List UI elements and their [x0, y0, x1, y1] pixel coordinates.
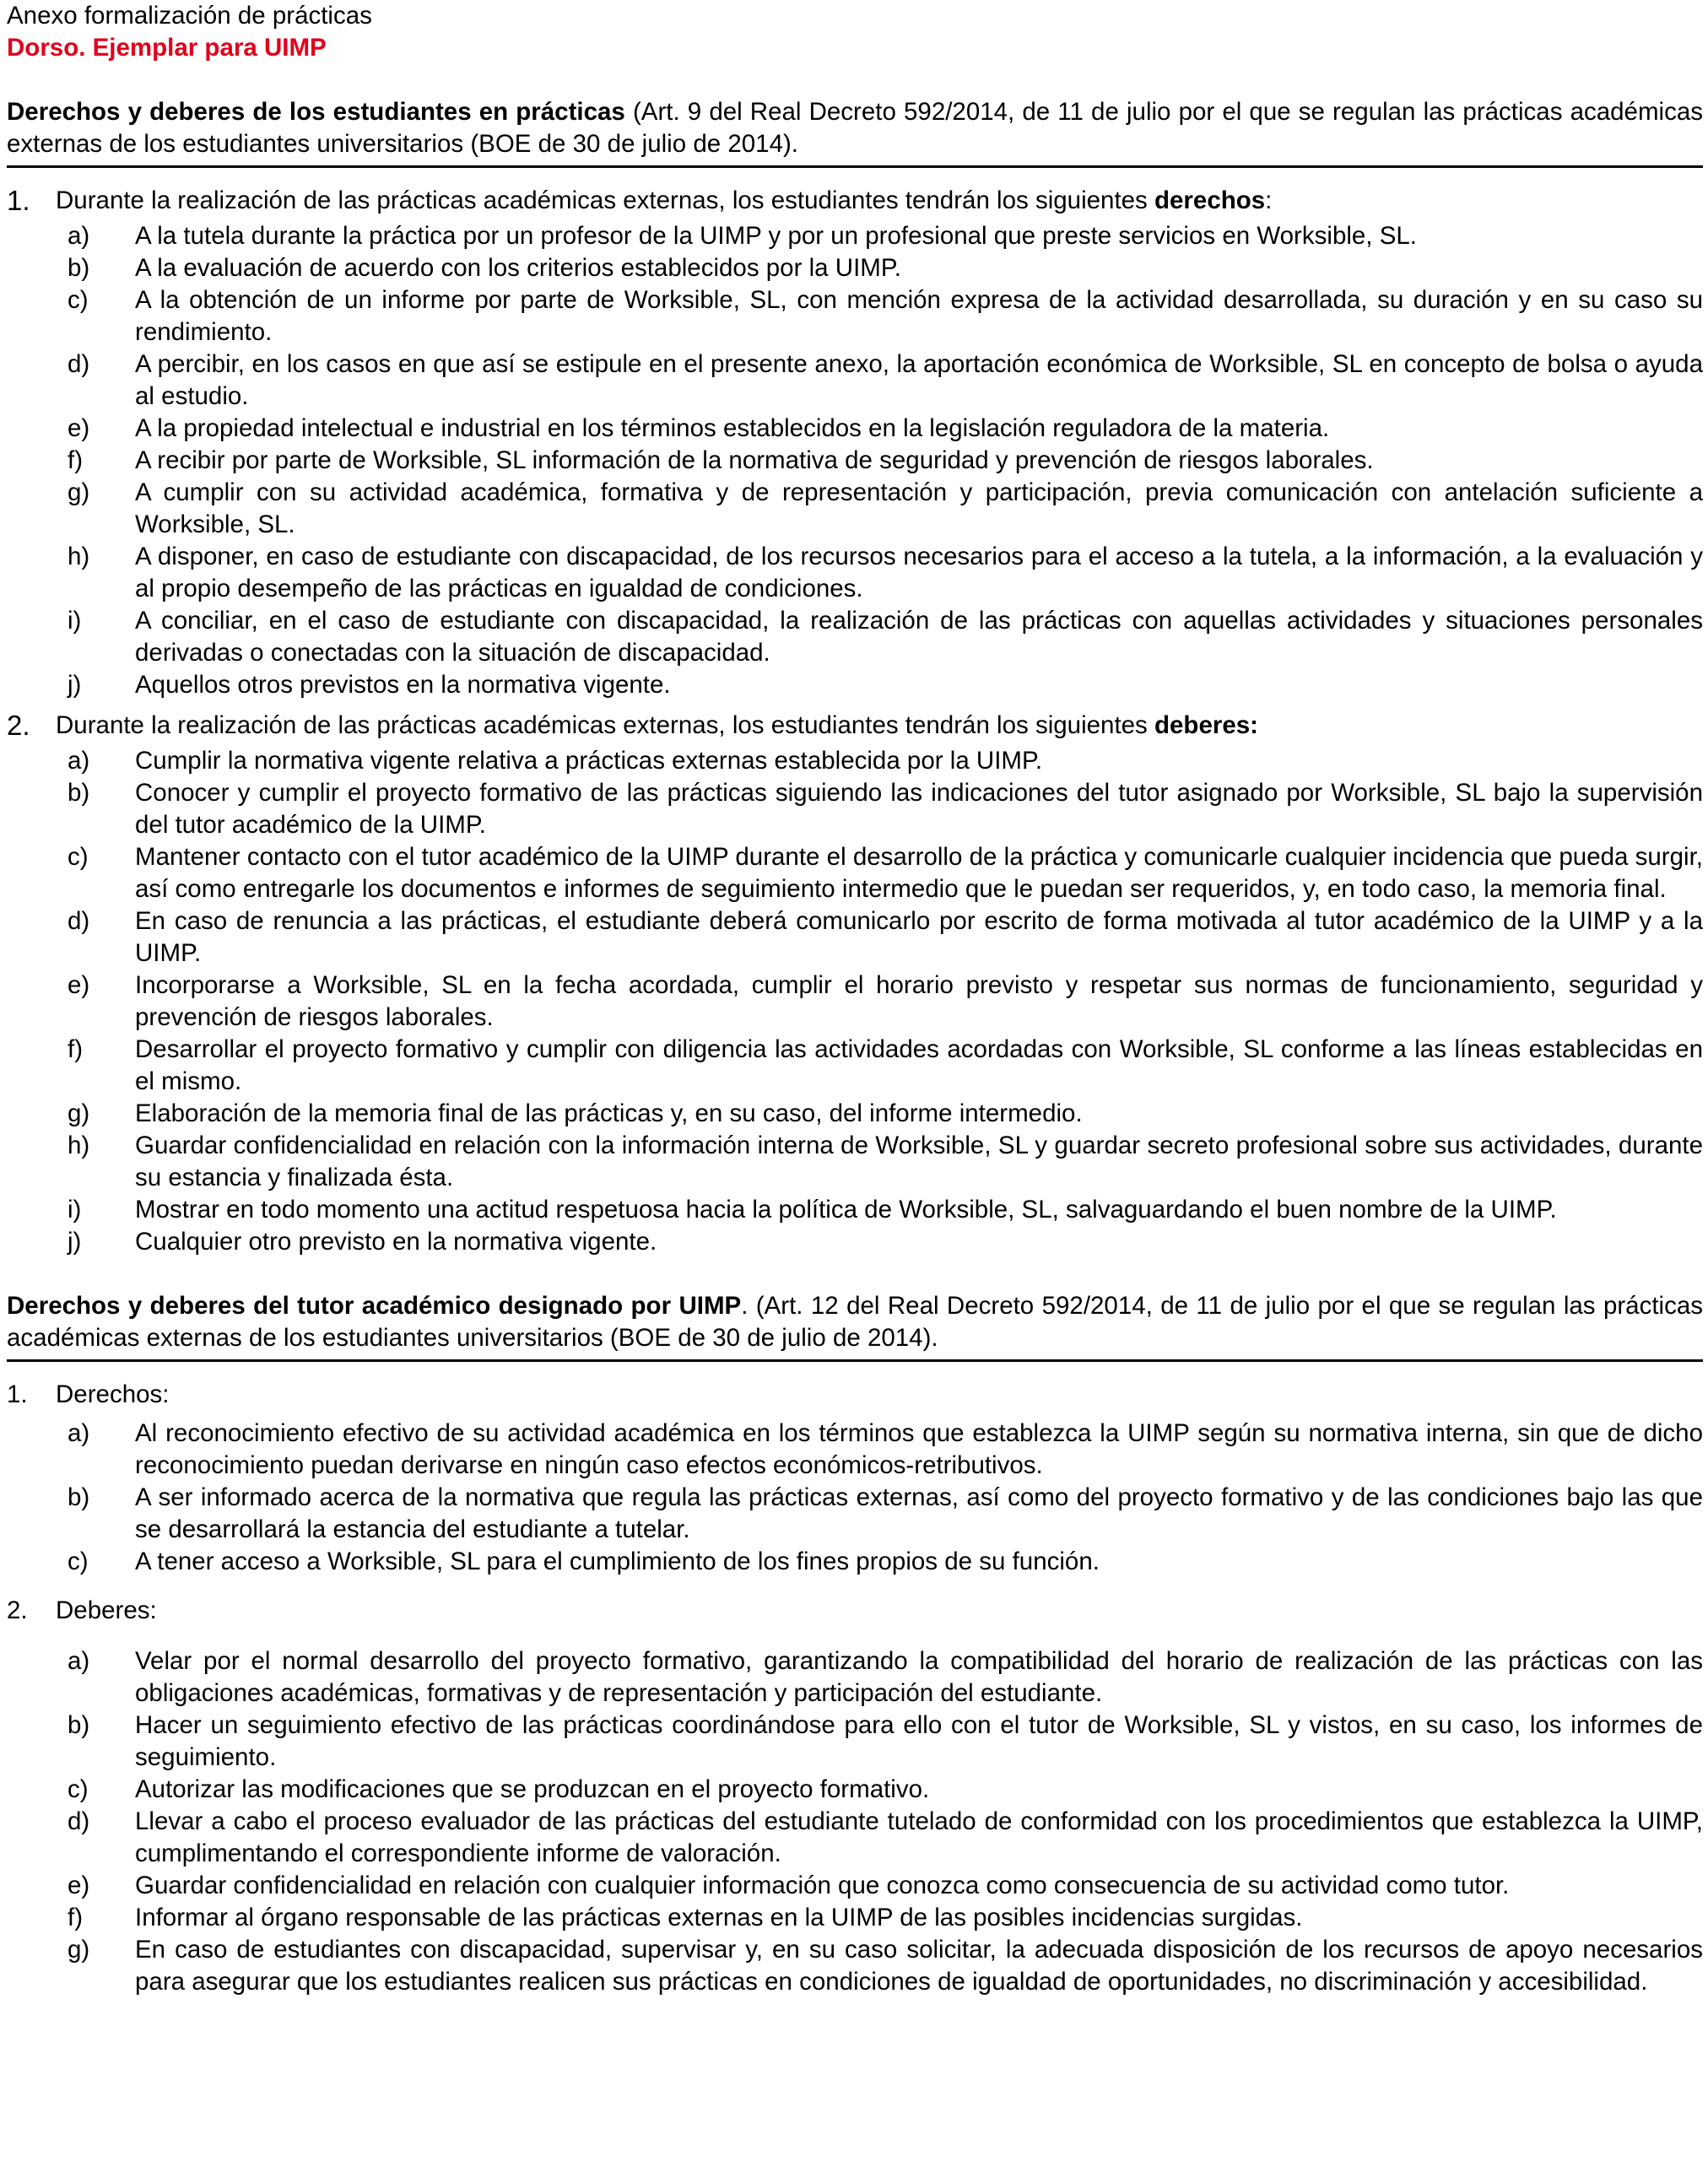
list-item-text: Guardar confidencialidad en relación con cualquier información que conozca como consecuencia de su actividad como tutor.	[135, 1872, 1510, 1899]
list-item	[68, 1194, 1703, 1226]
list-item-letter: b)	[68, 779, 90, 807]
list-item-letter: c)	[68, 843, 89, 871]
list-item	[68, 348, 1703, 413]
list-item	[68, 745, 1703, 777]
list-item-text: Llevar a cabo el proceso evaluador de las prácticas del estudiante tutelado de conformidad con los procedimientos que establezca la UIMP, cumplimentando el correspondiente informe de valoración.	[135, 1807, 1703, 1867]
list-item-letter: a)	[68, 1647, 90, 1675]
students-duties-item	[7, 710, 1703, 742]
list-item-text: A conciliar, en el caso de estudiante con discapacidad, la realización de las prácticas con aquellas actividades y situaciones personales derivadas o conectadas con la situación de discapacidad.	[135, 607, 1703, 667]
list-item	[68, 1098, 1703, 1130]
list-item	[68, 252, 1703, 284]
intro-text: Durante la realización de las prácticas académicas externas, los estudiantes tendrán los siguientes	[56, 186, 1154, 214]
item-number: 1.	[7, 1380, 28, 1408]
list-item-text: A disponer, en caso de estudiante con discapacidad, de los recursos necesarios para el acceso a la tutela, a la información, a la evaluación y al propio desempeño de las prácticas en igualdad de condiciones.	[135, 543, 1703, 602]
section-students-title-bold: Derechos y deberes de los estudiantes en prácticas	[7, 98, 625, 126]
list-item	[68, 284, 1703, 348]
list-item-letter: g)	[68, 1099, 90, 1127]
list-item-text: A la propiedad intelectual e industrial en los términos establecidos en la legislación reguladora de la materia.	[135, 414, 1330, 442]
list-item	[68, 1482, 1703, 1546]
list-item-letter: f)	[68, 1904, 84, 1931]
section-tutor-title-rest: . (Art. 12 del Real Decreto 592/2014, de 11 de julio por el que se regulan las prácticas académicas externas de los estudiantes universitarios (BOE de 30 de julio de 2014).	[7, 1292, 1703, 1352]
list-item	[68, 1934, 1703, 1998]
students-duties-list	[7, 745, 1703, 1258]
section-tutor-title	[7, 1290, 1703, 1362]
list-item-letter: e)	[68, 1872, 90, 1899]
list-item-text: A la obtención de un informe por parte de Worksible, SL, con mención expresa de la actividad desarrollada, su duración y en su caso su rendimiento.	[135, 286, 1703, 346]
list-item	[68, 1902, 1703, 1934]
list-item	[68, 841, 1703, 905]
list-item	[68, 1710, 1703, 1774]
tutor-rights-item	[7, 1379, 1703, 1411]
list-item	[68, 1130, 1703, 1194]
list-item	[68, 1774, 1703, 1806]
students-rights-item	[7, 185, 1703, 217]
list-item	[68, 605, 1703, 669]
document-title: Anexo formalización de prácticas	[7, 2, 372, 30]
list-item	[68, 1226, 1703, 1258]
list-item-text: Velar por el normal desarrollo del proyecto formativo, garantizando la compatibilidad del horario de realización de las prácticas con las obligaciones académicas, formativas y de representación y participación del estudiante.	[135, 1647, 1703, 1707]
list-item-text: Mantener contacto con el tutor académico de la UIMP durante el desarrollo de la práctica y comunicarle cualquier incidencia que pueda surgir, así como entregarle los documentos e informes de seguimiento intermedio que le puedan ser requeridos, y, en todo caso, la memoria final.	[135, 843, 1703, 903]
item-number: 1.	[7, 185, 30, 216]
list-item	[68, 445, 1703, 477]
students-rights-list	[7, 220, 1703, 701]
list-item-letter: b)	[68, 254, 90, 282]
list-item	[68, 220, 1703, 252]
item-number: 2.	[7, 710, 30, 741]
list-item-letter: a)	[68, 747, 90, 775]
list-item-text: En caso de renuncia a las prácticas, el estudiante deberá comunicarlo por escrito de forma motivada al tutor académico de la UIMP y a la UIMP.	[135, 907, 1703, 967]
list-item-text: Aquellos otros previstos en la normativa vigente.	[135, 671, 671, 699]
list-item-text: Informar al órgano responsable de las prácticas externas en la UIMP de las posibles incidencias surgidas.	[135, 1904, 1303, 1931]
list-item-letter: h)	[68, 1132, 90, 1159]
list-item-letter: e)	[68, 971, 90, 999]
tutor-duties-list	[7, 1645, 1703, 1998]
tutor-rights-intro: Derechos:	[56, 1380, 170, 1408]
students-rights-intro	[56, 185, 1703, 217]
list-item-text: A percibir, en los casos en que así se estipule en el presente anexo, la aportación económica de Worksible, SL en concepto de bolsa o ayuda al estudio.	[135, 350, 1703, 410]
list-item-text: Cumplir la normativa vigente relativa a prácticas externas establecida por la UIMP.	[135, 747, 1043, 775]
list-item-letter: g)	[68, 478, 90, 506]
item-number: 2.	[7, 1596, 28, 1624]
list-item-letter: i)	[68, 607, 82, 635]
list-item	[68, 1034, 1703, 1098]
list-item-letter: c)	[68, 1548, 89, 1575]
list-item-letter: d)	[68, 907, 90, 935]
list-item	[68, 1418, 1703, 1482]
list-item-letter: j)	[68, 671, 82, 699]
list-item-text: Autorizar las modificaciones que se produzcan en el proyecto formativo.	[135, 1775, 930, 1803]
list-item-letter: h)	[68, 543, 90, 570]
list-item-text: A tener acceso a Worksible, SL para el cumplimiento de los fines propios de su función.	[135, 1548, 1100, 1575]
list-item-text: Cualquier otro previsto en la normativa vigente.	[135, 1228, 657, 1256]
list-item-text: A la evaluación de acuerdo con los criterios establecidos por la UIMP.	[135, 254, 901, 282]
list-item-letter: f)	[68, 1035, 84, 1063]
list-item	[68, 1806, 1703, 1870]
intro-post: :	[1265, 186, 1273, 214]
section-tutor-title-bold: Derechos y deberes del tutor académico designado por UIMP	[7, 1292, 742, 1320]
tutor-duties-item	[7, 1595, 1703, 1627]
list-item-letter: d)	[68, 1807, 90, 1835]
list-item-letter: a)	[68, 222, 90, 250]
list-item-letter: d)	[68, 350, 90, 378]
students-duties-intro	[56, 710, 1703, 742]
document-subtitle: Dorso. Ejemplar para UIMP	[7, 34, 327, 62]
list-item	[68, 905, 1703, 970]
list-item	[68, 970, 1703, 1034]
list-item-letter: e)	[68, 414, 90, 442]
list-item-text: Conocer y cumplir el proyecto formativo de las prácticas siguiendo las indicaciones del tutor asignado por Worksible, SL bajo la supervisión del tutor académico de la UIMP.	[135, 779, 1703, 839]
tutor-duties-intro: Deberes:	[56, 1596, 157, 1624]
list-item-letter: c)	[68, 1775, 89, 1803]
section-students-title	[7, 96, 1703, 168]
list-item-text: Incorporarse a Worksible, SL en la fecha acordada, cumplir el horario previsto y respetar sus normas de funcionamiento, seguridad y prevención de riesgos laborales.	[135, 971, 1703, 1031]
list-item-text: A ser informado acerca de la normativa que regula las prácticas externas, así como del proyecto formativo y de las condiciones bajo las que se desarrollará la estancia del estudiante a tutelar.	[135, 1483, 1703, 1543]
list-item	[68, 1645, 1703, 1710]
section-students-title-rest: (Art. 9 del Real Decreto 592/2014, de 11 de julio por el que se regulan las prácticas académicas externas de los estudiantes universitarios (BOE de 30 de julio de 2014).	[7, 98, 1703, 158]
list-item-letter: c)	[68, 286, 89, 314]
list-item	[68, 777, 1703, 841]
intro-bold: deberes:	[1154, 711, 1258, 739]
list-item-text: A cumplir con su actividad académica, formativa y de representación y participación, previa comunicación con antelación suficiente a Worksible, SL.	[135, 478, 1703, 538]
list-item-text: Mostrar en todo momento una actitud respetuosa hacia la política de Worksible, SL, salvaguardando el buen nombre de la UIMP.	[135, 1196, 1557, 1224]
list-item-text: Guardar confidencialidad en relación con la información interna de Worksible, SL y guardar secreto profesional sobre sus actividades, durante su estancia y finalizada ésta.	[135, 1132, 1703, 1191]
list-item	[68, 1870, 1703, 1902]
intro-bold: derechos	[1154, 186, 1266, 214]
list-item-letter: i)	[68, 1196, 82, 1224]
tutor-rights-list	[7, 1418, 1703, 1578]
list-item	[68, 477, 1703, 541]
list-item-letter: b)	[68, 1483, 90, 1511]
list-item-letter: a)	[68, 1419, 90, 1447]
list-item-text: Elaboración de la memoria final de las prácticas y, en su caso, del informe intermedio.	[135, 1099, 1083, 1127]
list-item-text: Hacer un seguimiento efectivo de las prácticas coordinándose para ello con el tutor de Worksible, SL y vistos, en su caso, los informes de seguimiento.	[135, 1711, 1703, 1771]
list-item-text: En caso de estudiantes con discapacidad, supervisar y, en su caso solicitar, la adecuada disposición de los recursos de apoyo necesarios para asegurar que los estudiantes realicen sus prácticas en condiciones de igualdad de oportunidades, no discriminación y accesibilidad.	[135, 1936, 1703, 1996]
list-item	[68, 541, 1703, 605]
list-item-text: A la tutela durante la práctica por un profesor de la UIMP y por un profesional que preste servicios en Worksible, SL.	[135, 222, 1417, 250]
list-item-text: A recibir por parte de Worksible, SL información de la normativa de seguridad y prevención de riesgos laborales.	[135, 446, 1374, 474]
list-item-letter: g)	[68, 1936, 90, 1964]
list-item	[68, 413, 1703, 445]
list-item-letter: b)	[68, 1711, 90, 1739]
intro-text: Durante la realización de las prácticas académicas externas, los estudiantes tendrán los siguientes	[56, 711, 1154, 739]
list-item-letter: f)	[68, 446, 84, 474]
list-item	[68, 669, 1703, 701]
list-item	[68, 1546, 1703, 1578]
list-item-text: Desarrollar el proyecto formativo y cumplir con diligencia las actividades acordadas con Worksible, SL conforme a las líneas establecidas en el mismo.	[135, 1035, 1703, 1095]
list-item-letter: j)	[68, 1228, 82, 1256]
list-item-text: Al reconocimiento efectivo de su actividad académica en los términos que establezca la UIMP según su normativa interna, sin que de dicho reconocimiento puedan derivarse en ningún caso efectos económicos-retributivos.	[135, 1419, 1703, 1479]
